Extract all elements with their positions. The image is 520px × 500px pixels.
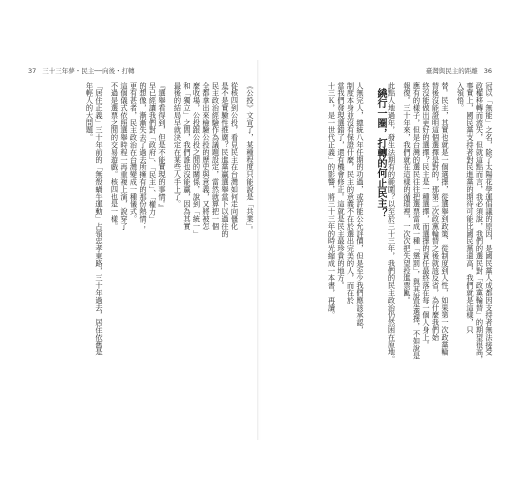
text-column: 此點人地過年，發生法期有的範圍？以至於三十三年，我們的民主政治仍然困在原地。 <box>387 82 397 364</box>
right-running-head <box>426 66 492 75</box>
left-running-head <box>28 66 135 75</box>
section-heading: 繞行一圈，打轉的何止民主？ <box>375 88 386 218</box>
left-page-text <box>26 82 255 432</box>
text-column: 從核四到公投，看見民主在台灣如何走向僵化 <box>230 82 240 230</box>
text-column: 不過是選票之間的交易遊戲。核四也是一樣。 <box>110 82 120 230</box>
text-column: 更有甚者，民主政治在台灣變成一種儀式。 <box>129 82 139 223</box>
text-column: 報復。三十年來，我們就在這樣的循環裡，一次次把失望投進票匭。 <box>403 82 412 304</box>
text-column: 入領悟。 <box>456 82 466 112</box>
text-column: 的想像，漸漸失去了過去所擁有的那份熱情； <box>139 82 148 230</box>
text-column: 早已經讓我們對「政府」、「民主」、「權力」 <box>148 82 158 223</box>
text-column: 這個儀式依照選舉時程一再重複上演，說穿了 <box>120 82 129 230</box>
text-column: 應有的樣子，但是台灣的選民往往把選票當成一種「懲罰」，與其說是選擇，不如說是 <box>412 82 422 360</box>
text-column: 當我們發現選錯了，還有機會修正。這就是民主最珍貴的地方。 <box>337 82 346 290</box>
text-column: 和「獨立」之間，我們誰也沒能贏，因為其實 <box>183 82 192 230</box>
text-column: 替。民主，其實也就是一個選擇，從選舉到政策、從制度到人性，如果第一次政黨輪 <box>441 82 450 356</box>
text-column: 是不是實驗性推廣？民進黨贏選舉當下以過往的 <box>221 82 230 238</box>
text-column: 全都拿出來檢驗公投的歷史與意義，又將被怎 <box>202 82 211 230</box>
right-running-title: 臺灣與民主的距離 <box>425 67 478 75</box>
text-column: 替後沒能證明這個選擇是對的，那第二次政黨輪替之後就該反省，為什麼我們始 <box>431 82 441 341</box>
left-running-title: 三十三年夢・民主──向後・打轉 <box>42 67 135 75</box>
text-column: 事實上，國民黨支持者對民進黨的期待可能比國民黨還高，我們就是這樣，只 <box>466 82 475 334</box>
left-page-number: 37 <box>28 67 37 75</box>
right-page-number: 36 <box>483 67 492 75</box>
text-column: 年輕人的大問題。 <box>85 82 95 142</box>
left-page <box>22 60 259 440</box>
text-column: 人無完人，總統八年任期的功過，或許能公允評價，但是至少我們應該承認， <box>356 82 365 334</box>
text-column: 民主政治經驗作為議題設定，當然就算把一個 <box>211 82 221 230</box>
text-column: 「居住正義」三十年前的「無殼蝸牛運動」占領忠孝東路，三十年過去，居住依舊是 <box>95 82 104 356</box>
text-column: 終沒能做出更好的選擇？民主是一種選擇，而選擇的責任最終落在每一個人身上。 <box>422 82 431 349</box>
right-page-text <box>265 82 494 432</box>
text-column: 十三Ｋ，是一世代正義」的影響，將三十三年的時光縮成一本書，再讀。 <box>327 82 337 319</box>
text-column: 制度本身並沒有保證什麼，民主的意義不在於選出完美的人，而在於 <box>346 82 356 304</box>
text-column: 冠以「無能」之名，除了太陽花學運倡議的原因，是國民黨人成都因支持者無法接受 <box>485 82 494 356</box>
right-page <box>261 60 498 440</box>
text-column: 最後的結局早就決定在某些人手上了。 <box>173 82 183 208</box>
text-column: 《公投》文宣了，某種程度只能說是「共業」。 <box>246 82 255 234</box>
text-column: 『選舉看得到，但是不能實現的事情。』 <box>158 82 167 212</box>
text-column: 政權移轉而流失，但就這點而言，我必須說，我們的選民對「政黨輪替」的期望很高， <box>475 82 485 364</box>
text-column: 麼收場，公投跟公投之間的關係，說到「統一」 <box>192 82 202 238</box>
